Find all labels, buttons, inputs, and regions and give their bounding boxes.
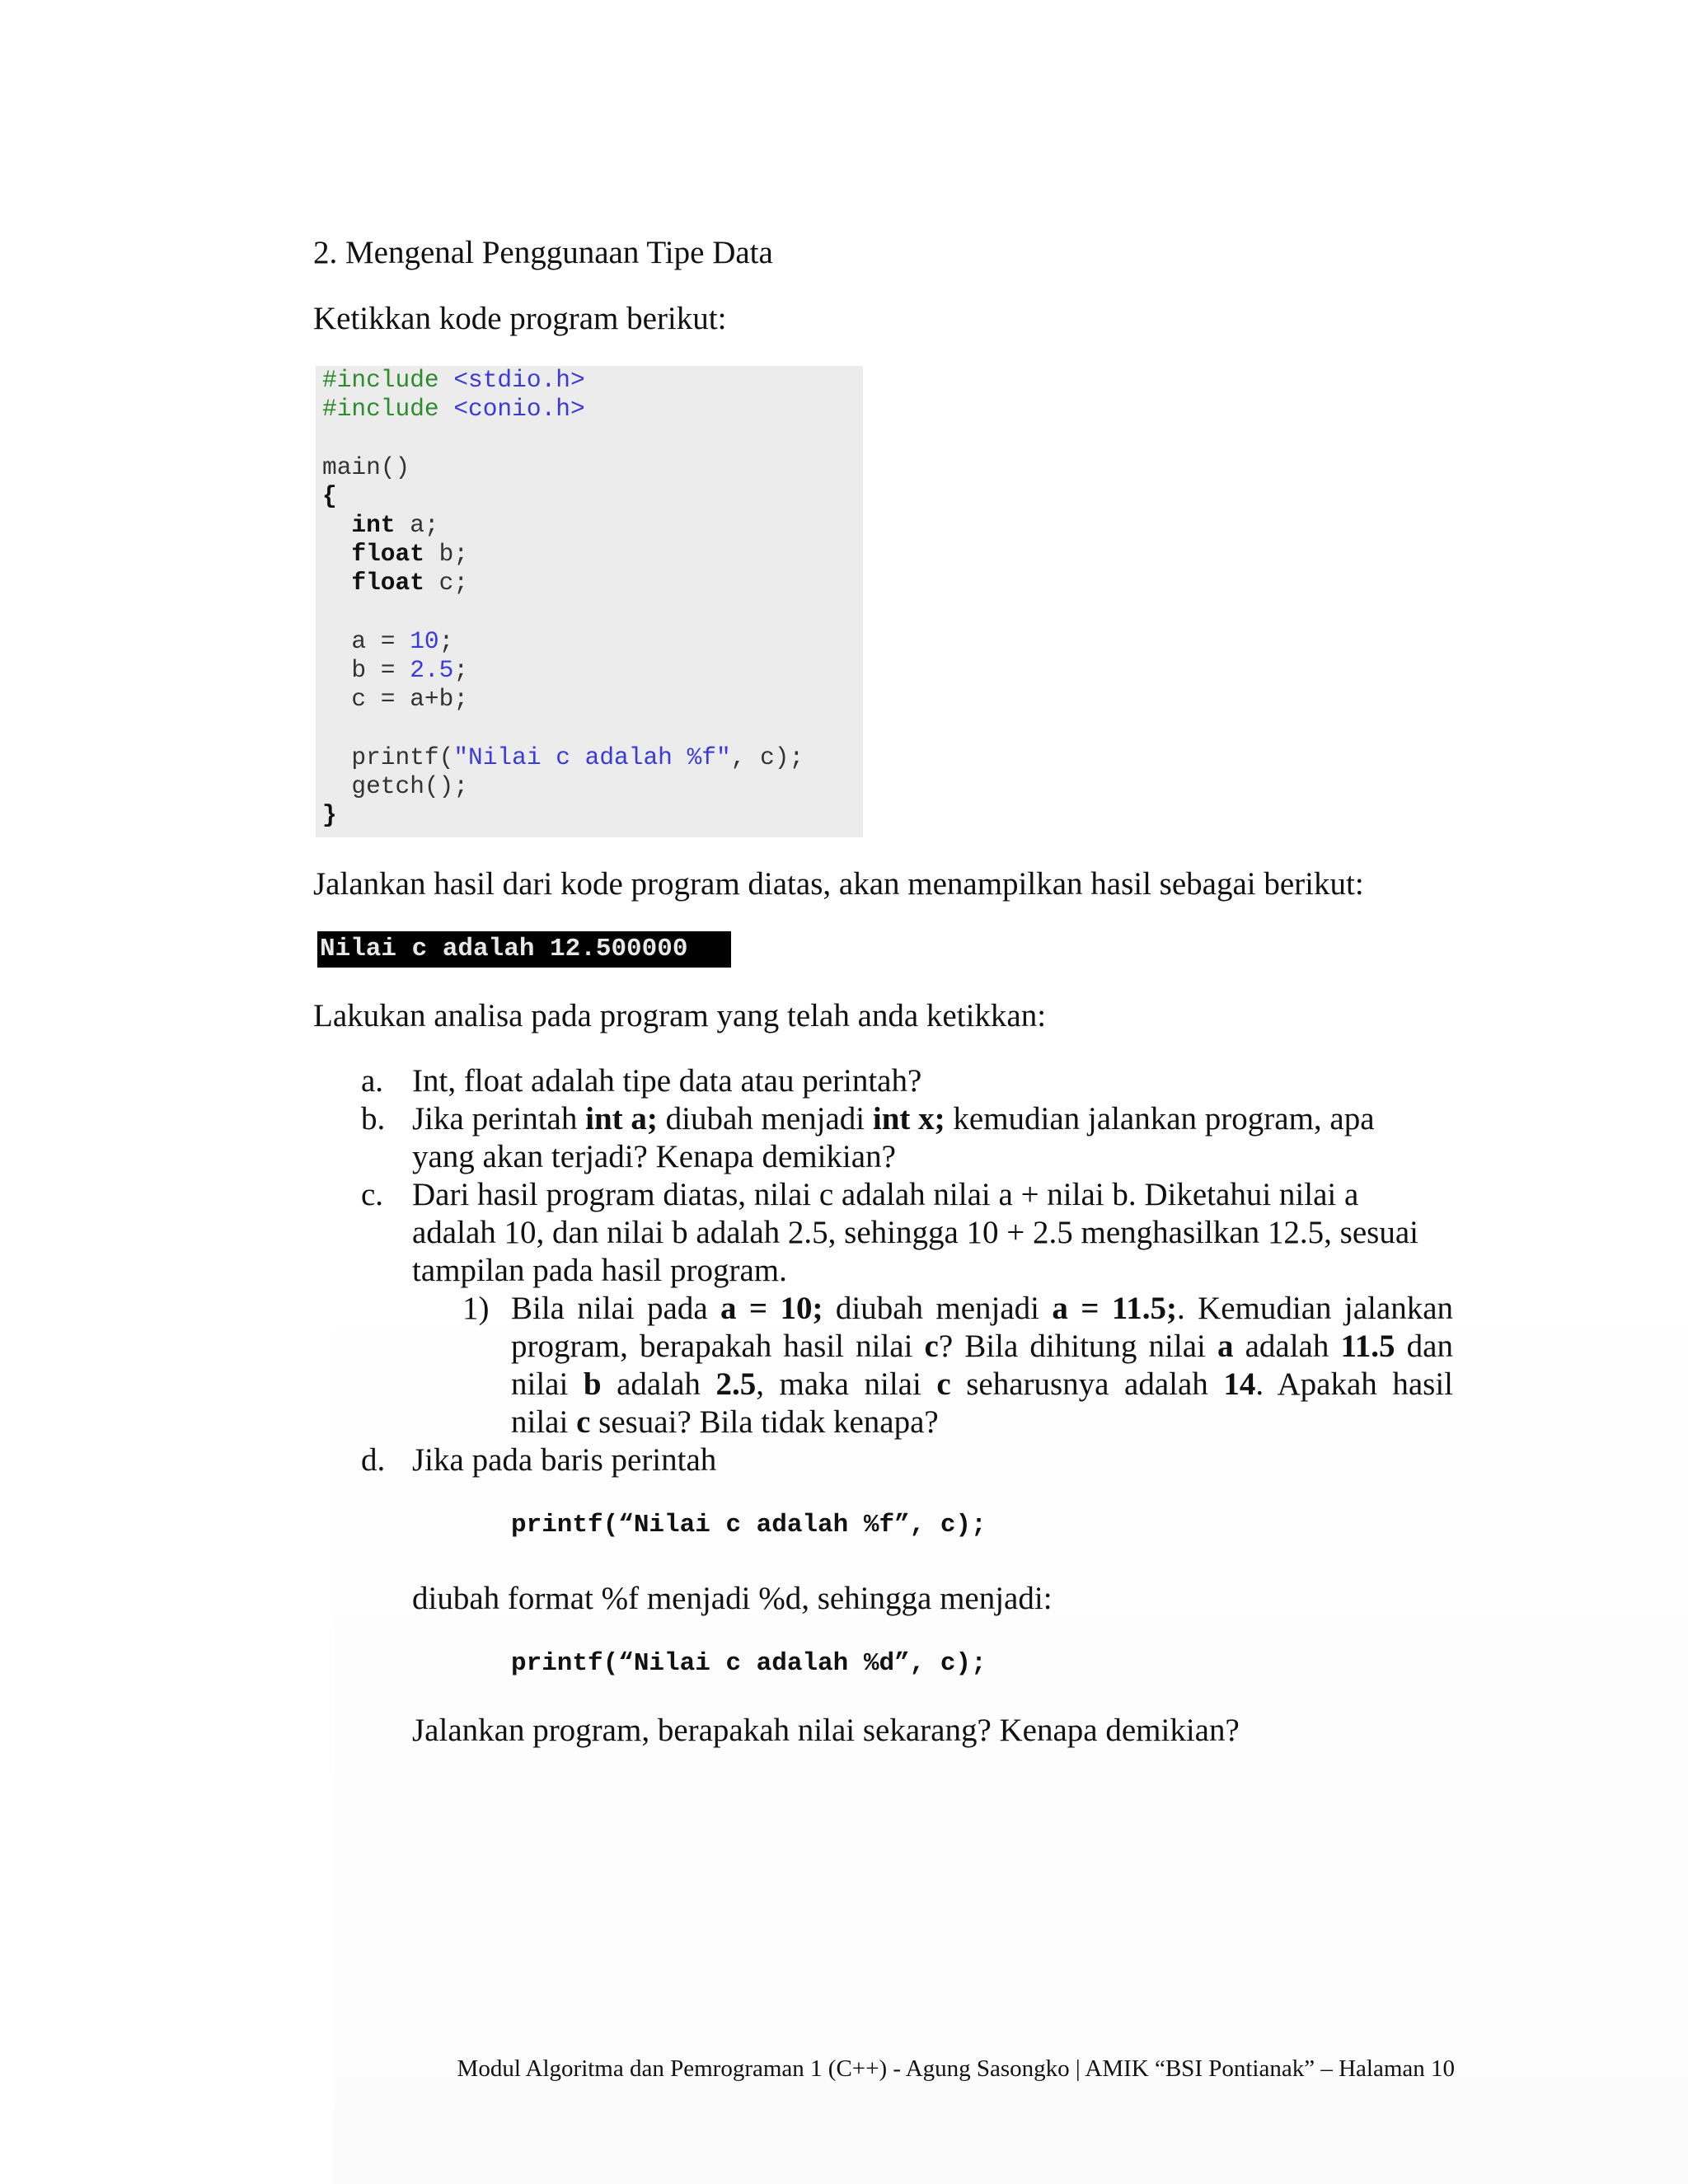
page-footer: Modul Algoritma dan Pemrograman 1 (C++) - Agung Sasongko | AMIK “BSI Pontianak” – Halaman 10 xyxy=(457,2055,1455,2082)
text-run: adalah xyxy=(601,1366,716,1402)
code-token: main() xyxy=(322,452,410,481)
code-token: c = a+b; xyxy=(351,685,469,714)
list-marker-c: c. xyxy=(361,1177,384,1212)
list-item-d-change: diubah format %f menjadi %d, sehingga menjadi: xyxy=(412,1581,1053,1616)
code-keyword: float xyxy=(351,569,424,598)
text-run: . Apakah hasil xyxy=(1255,1366,1453,1402)
code-token: , c); xyxy=(730,743,804,771)
list-item-d-question: Jalankan program, berapakah nilai sekarang? Kenapa demikian? xyxy=(412,1713,1240,1748)
code-token: ; xyxy=(453,656,469,685)
bold-text: a xyxy=(1217,1329,1234,1364)
console-output: Nilai c adalah 12.500000 xyxy=(317,931,731,968)
analysis-intro: Lakukan analisa pada program yang telah anda ketikkan: xyxy=(313,998,1047,1033)
code-snippet-printf-d: printf(“Nilai c adalah %d”, c); xyxy=(511,1649,987,1678)
sublist-item-1-line3 xyxy=(511,1366,1453,1404)
text-run: diubah menjadi xyxy=(823,1291,1053,1326)
code-token: getch(); xyxy=(351,771,469,800)
code-token: #include xyxy=(322,366,439,394)
text-run: diubah menjadi xyxy=(657,1101,873,1137)
text-run: dan xyxy=(1395,1329,1453,1364)
list-item-c-line2: adalah 10, dan nilai b adalah 2.5, sehingga 10 + 2.5 menghasilkan 12.5, sesuai xyxy=(412,1215,1418,1250)
code-snippet-printf-f: printf(“Nilai c adalah %f”, c); xyxy=(511,1511,987,1540)
list-marker-b: b. xyxy=(361,1101,386,1137)
code-token: b; xyxy=(424,540,469,569)
bold-code: int a; xyxy=(585,1101,658,1137)
code-token: c; xyxy=(424,569,469,598)
bold-text: a = 11.5; xyxy=(1052,1291,1177,1326)
sublist-item-1-line1 xyxy=(511,1290,1453,1328)
bold-text: c xyxy=(576,1404,591,1440)
text-run: Bila nilai pada xyxy=(511,1291,721,1326)
section-heading: 2. Mengenal Penggunaan Tipe Data xyxy=(313,235,773,270)
text-run: , maka nilai xyxy=(756,1366,937,1402)
bold-text: c xyxy=(936,1366,951,1402)
code-token: ; xyxy=(438,626,454,655)
list-marker-a: a. xyxy=(361,1063,384,1099)
code-token: a; xyxy=(395,511,439,540)
text-run: program, berapakah hasil nilai xyxy=(511,1329,925,1364)
list-item-c-line3: tampilan pada hasil program. xyxy=(412,1253,787,1288)
code-block xyxy=(322,366,804,830)
text-run: sesuai? Bila tidak kenapa? xyxy=(590,1404,939,1440)
code-number: 10 xyxy=(410,626,439,655)
bold-text: b xyxy=(583,1366,602,1402)
list-item-c-line1: Dari hasil program diatas, nilai c adalah nilai a + nilai b. Diketahui nilai a xyxy=(412,1177,1359,1212)
list-item-a: Int, float adalah tipe data atau perintah? xyxy=(412,1063,922,1099)
bold-text: c xyxy=(924,1329,939,1364)
code-string: "Nilai c adalah %f" xyxy=(453,743,731,771)
code-token: <conio.h> xyxy=(453,395,585,424)
code-token: printf( xyxy=(351,743,454,771)
intro-text: Ketikkan kode program berikut: xyxy=(313,301,727,336)
code-token: b = xyxy=(351,656,410,685)
text-run: Jika perintah xyxy=(412,1101,586,1137)
list-marker-d: d. xyxy=(361,1442,386,1478)
list-item-b xyxy=(412,1100,1375,1138)
text-run: adalah xyxy=(1233,1329,1341,1364)
text-run: seharusnya adalah xyxy=(950,1366,1224,1402)
sublist-item-1-line2 xyxy=(511,1328,1453,1366)
code-listing xyxy=(316,366,863,837)
text-run: . Kemudian jalankan xyxy=(1176,1291,1453,1326)
code-token: } xyxy=(322,801,337,830)
text-run: nilai xyxy=(511,1404,577,1440)
text-run: nilai xyxy=(511,1366,584,1402)
bold-text: 14 xyxy=(1223,1366,1256,1402)
code-token: a = xyxy=(351,626,410,655)
code-token: #include xyxy=(322,395,439,424)
bold-code: int x; xyxy=(872,1101,945,1137)
sublist-item-1-line4 xyxy=(511,1404,939,1441)
list-item-d: Jika pada baris perintah xyxy=(412,1442,717,1478)
bold-text: 11.5 xyxy=(1340,1329,1395,1364)
bold-text: 2.5 xyxy=(715,1366,757,1402)
sublist-marker-1: 1) xyxy=(462,1291,490,1326)
text-run: ? Bila dihitung nilai xyxy=(938,1329,1217,1364)
code-keyword: int xyxy=(351,511,396,540)
code-keyword: float xyxy=(351,540,424,569)
bold-text: a = 10; xyxy=(720,1291,823,1326)
code-token: { xyxy=(322,481,337,510)
text-run: kemudian jalankan program, apa xyxy=(945,1101,1375,1137)
list-item-b-line2: yang akan terjadi? Kenapa demikian? xyxy=(412,1139,896,1174)
code-token: <stdio.h> xyxy=(453,366,585,394)
code-number: 2.5 xyxy=(410,656,454,685)
run-instruction: Jalankan hasil dari kode program diatas, akan menampilkan hasil sebagai berikut: xyxy=(313,866,1364,902)
